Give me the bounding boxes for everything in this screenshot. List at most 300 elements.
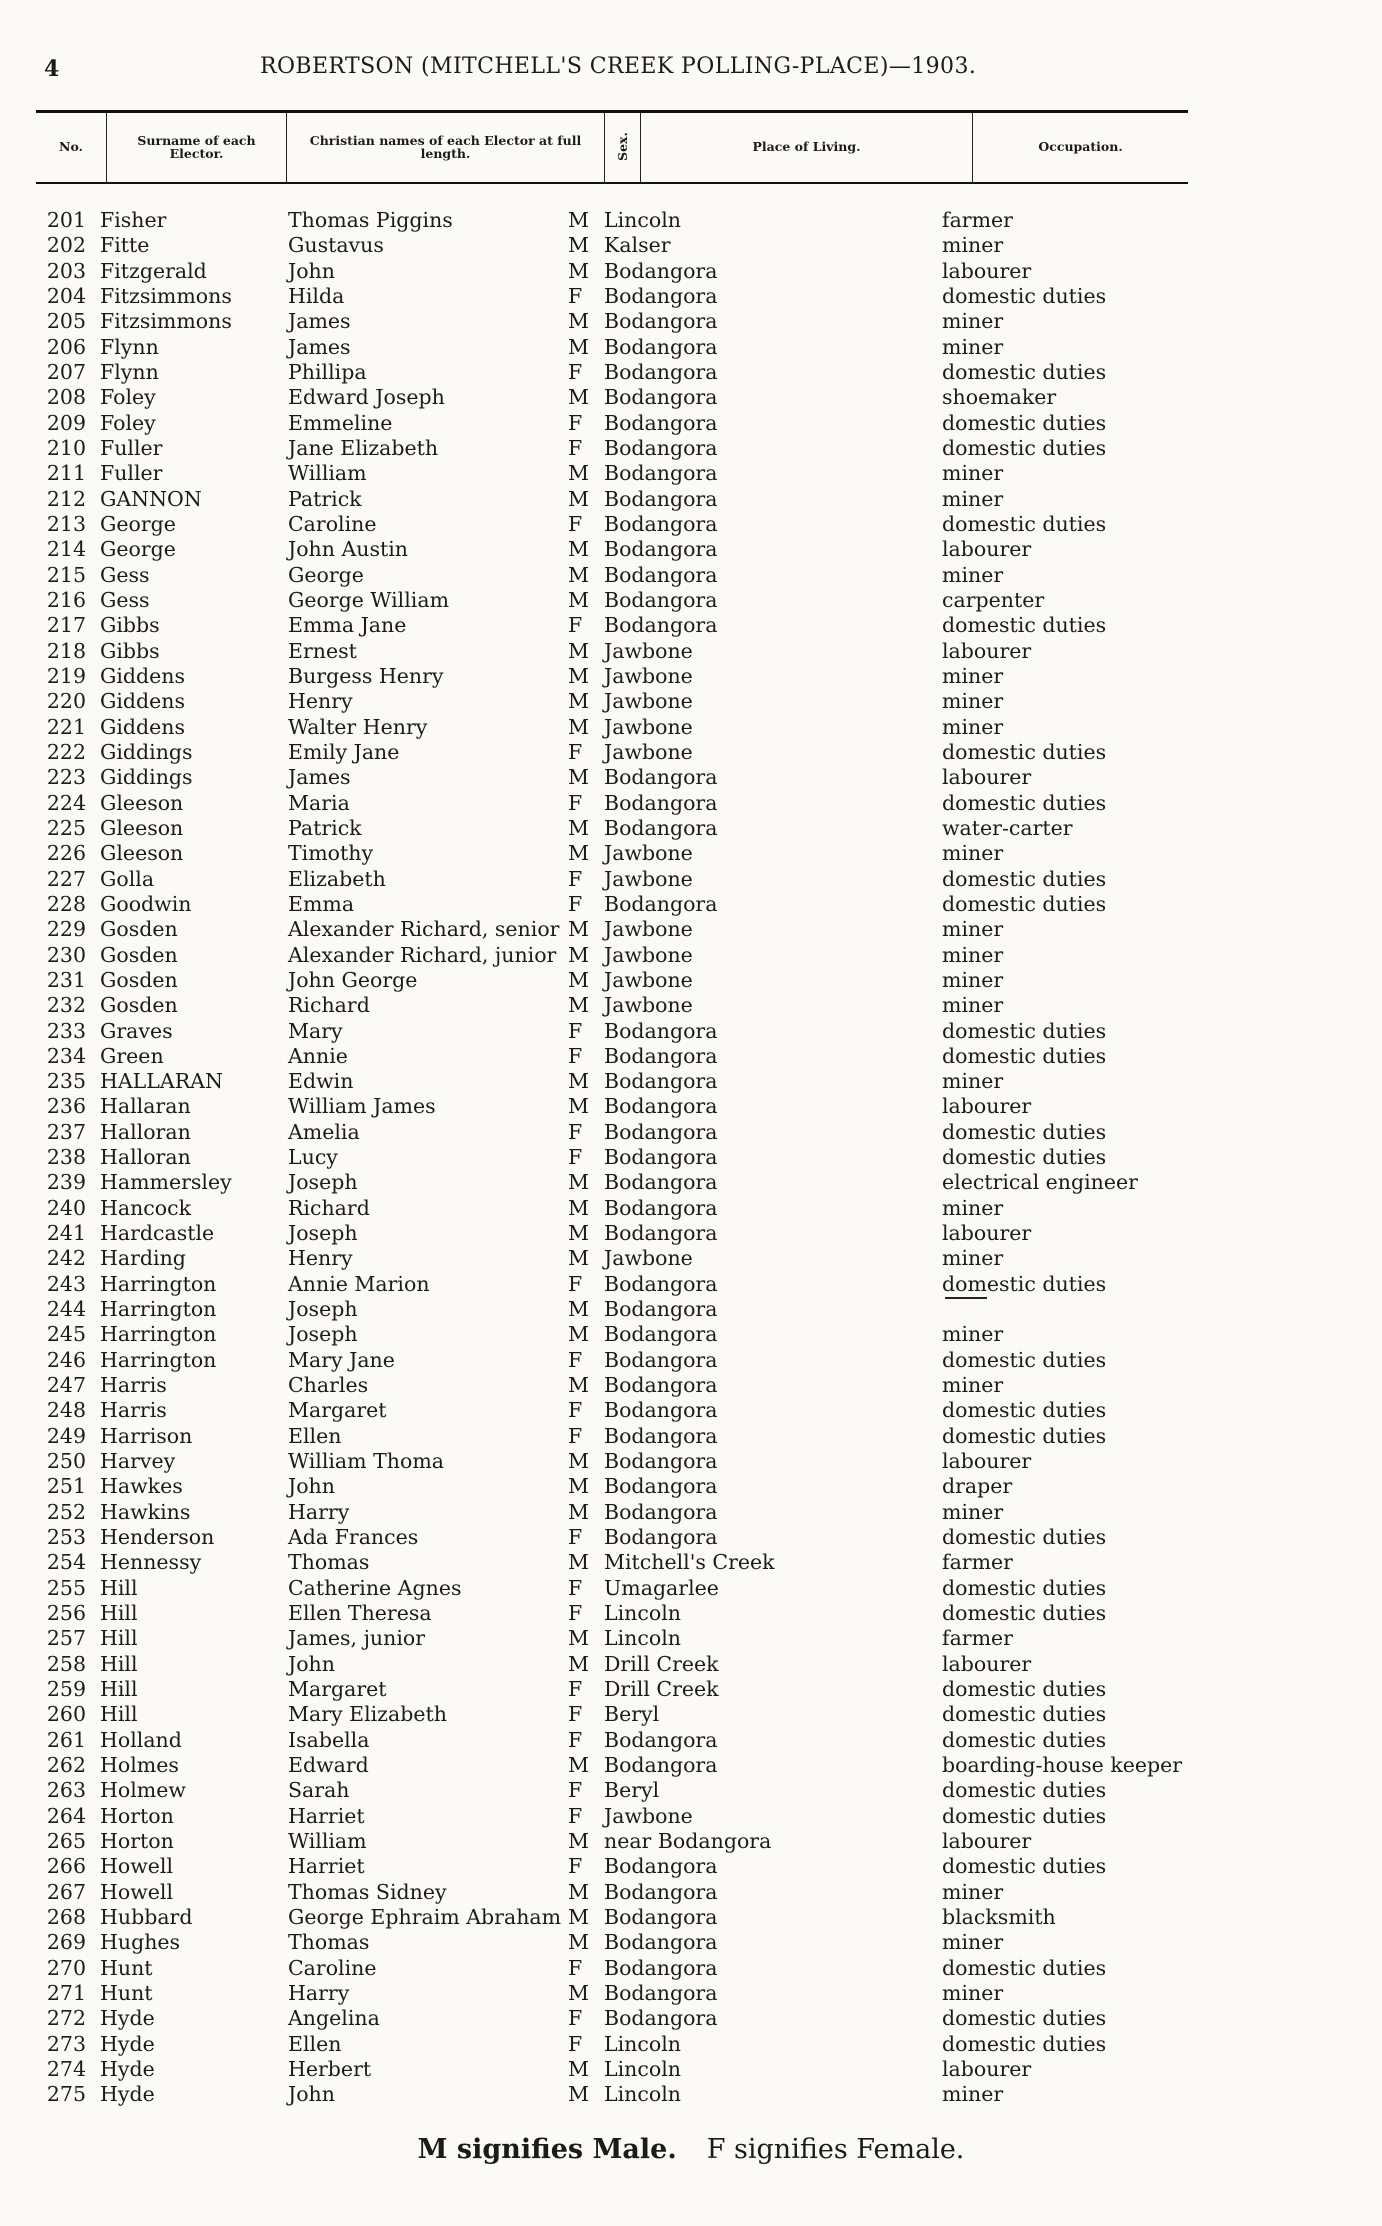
elector-sex: F [568, 1525, 583, 1550]
table-row [0, 2082, 1382, 2107]
elector-christian-names: Ellen Theresa [288, 1601, 432, 1626]
elector-sex: F [568, 891, 583, 916]
elector-sex: F [568, 1423, 583, 1448]
table-row [0, 208, 1382, 233]
elector-occupation: domestic duties [942, 1601, 1107, 1626]
elector-surname: Fitzgerald [100, 258, 207, 283]
elector-occupation: domestic duties [942, 866, 1107, 891]
elector-surname: Hennessy [100, 1550, 202, 1575]
elector-number: 227 [46, 866, 86, 891]
elector-number: 260 [46, 1702, 86, 1727]
elector-christian-names: Joseph [288, 1322, 358, 1347]
elector-number: 242 [46, 1246, 86, 1271]
elector-number: 254 [46, 1550, 86, 1575]
elector-christian-names: Richard [288, 993, 370, 1018]
elector-surname: Hardcastle [100, 1221, 215, 1246]
elector-place: Drill Creek [604, 1677, 719, 1702]
elector-christian-names: Elizabeth [288, 866, 386, 891]
occupation-dash [945, 1297, 987, 1299]
elector-christian-names: John [288, 2082, 335, 2107]
elector-occupation: miner [942, 2082, 1004, 2107]
elector-number: 214 [46, 537, 86, 562]
elector-number: 222 [46, 739, 86, 764]
table-row [0, 385, 1382, 410]
elector-place: Bodangora [604, 1018, 718, 1043]
table-row [0, 1525, 1382, 1550]
elector-christian-names: Maria [288, 790, 350, 815]
elector-sex: F [568, 790, 583, 815]
elector-sex: M [568, 1651, 589, 1676]
elector-christian-names: James [288, 309, 351, 334]
elector-place: Mitchell's Creek [604, 1550, 775, 1575]
table-row [0, 335, 1382, 360]
elector-place: Bodangora [604, 613, 718, 638]
elector-occupation: domestic duties [942, 1043, 1107, 1068]
elector-occupation: domestic duties [942, 1854, 1107, 1879]
elector-sex: M [568, 562, 589, 587]
elector-place: Lincoln [604, 1626, 681, 1651]
elector-number: 215 [46, 562, 86, 587]
elector-surname: Giddings [100, 765, 193, 790]
table-row [0, 1626, 1382, 1651]
elector-christian-names: John [288, 1474, 335, 1499]
elector-number: 211 [46, 461, 86, 486]
elector-place: Bodangora [604, 1145, 718, 1170]
table-row [0, 309, 1382, 334]
elector-occupation: domestic duties [942, 283, 1107, 308]
elector-sex: M [568, 1904, 589, 1929]
table-row [0, 943, 1382, 968]
elector-christian-names: Sarah [288, 1778, 350, 1803]
elector-number: 225 [46, 815, 86, 840]
elector-occupation: domestic duties [942, 410, 1107, 435]
elector-christian-names: Charles [288, 1373, 369, 1398]
elector-surname: Henderson [100, 1525, 215, 1550]
elector-sex: M [568, 815, 589, 840]
elector-christian-names: William Thoma [288, 1449, 444, 1474]
elector-sex: M [568, 663, 589, 688]
elector-christian-names: William [288, 461, 367, 486]
elector-surname: Fitzsimmons [100, 283, 232, 308]
elector-number: 216 [46, 587, 86, 612]
elector-number: 237 [46, 1119, 86, 1144]
elector-surname: Hancock [100, 1195, 192, 1220]
elector-place: Bodangora [604, 1297, 718, 1322]
elector-occupation: miner [942, 1499, 1004, 1524]
elector-number: 241 [46, 1221, 86, 1246]
elector-occupation: miner [942, 841, 1004, 866]
elector-occupation: labourer [942, 2056, 1032, 2081]
elector-surname: Hunt [100, 1980, 153, 2005]
elector-occupation: domestic duties [942, 1677, 1107, 1702]
elector-surname: Harrington [100, 1347, 217, 1372]
elector-occupation: miner [942, 714, 1004, 739]
elector-christian-names: Henry [288, 1246, 353, 1271]
elector-christian-names: Thomas Piggins [288, 208, 453, 232]
elector-place: Bodangora [604, 258, 718, 283]
table-row [0, 1905, 1382, 1930]
elector-sex: F [568, 1398, 583, 1423]
elector-number: 217 [46, 613, 86, 638]
elector-number: 262 [46, 1753, 86, 1778]
elector-surname: George [100, 537, 176, 562]
elector-sex: F [568, 1854, 583, 1879]
elector-christian-names: Emily Jane [288, 739, 400, 764]
elector-christian-names: Annie Marion [288, 1271, 430, 1296]
elector-occupation: carpenter [942, 587, 1045, 612]
elector-occupation: labourer [942, 1449, 1032, 1474]
elector-number: 268 [46, 1904, 86, 1929]
elector-number: 275 [46, 2082, 86, 2107]
table-row [0, 487, 1382, 512]
table-row [0, 867, 1382, 892]
elector-surname: Gess [100, 587, 150, 612]
table-row [0, 2032, 1382, 2057]
elector-christian-names: Alexander Richard, junior [288, 942, 557, 967]
table-row [0, 1804, 1382, 1829]
elector-occupation: domestic duties [942, 1727, 1107, 1752]
elector-place: Bodangora [604, 283, 718, 308]
elector-place: Bodangora [604, 891, 718, 916]
elector-sex: M [568, 765, 589, 790]
elector-number: 261 [46, 1727, 86, 1752]
header-occupation: Occupation. [972, 112, 1188, 182]
elector-surname: Harrington [100, 1322, 217, 1347]
table-row [0, 1120, 1382, 1145]
elector-place: Lincoln [604, 2082, 681, 2107]
elector-sex: F [568, 1702, 583, 1727]
elector-christian-names: Edwin [288, 1069, 354, 1094]
elector-place: Bodangora [604, 1879, 718, 1904]
elector-place: Bodangora [604, 309, 718, 334]
elector-sex: M [568, 689, 589, 714]
elector-sex: F [568, 1727, 583, 1752]
elector-sex: M [568, 967, 589, 992]
elector-place: Bodangora [604, 1753, 718, 1778]
elector-occupation: domestic duties [942, 1119, 1107, 1144]
elector-sex: M [568, 258, 589, 283]
table-row [0, 1601, 1382, 1626]
elector-place: Bodangora [604, 562, 718, 587]
elector-sex: F [568, 2006, 583, 2031]
elector-place: Jawbone [604, 841, 693, 866]
elector-number: 251 [46, 1474, 86, 1499]
elector-number: 226 [46, 841, 86, 866]
elector-sex: M [568, 2082, 589, 2107]
elector-sex: M [568, 1753, 589, 1778]
elector-sex: M [568, 587, 589, 612]
elector-sex: F [568, 410, 583, 435]
elector-surname: Hunt [100, 1955, 153, 1980]
elector-sex: F [568, 1677, 583, 1702]
elector-christian-names: Ada Frances [288, 1525, 419, 1550]
elector-occupation: miner [942, 1322, 1004, 1347]
elector-place: Bodangora [604, 587, 718, 612]
elector-occupation: labourer [942, 638, 1032, 663]
elector-surname: Harding [100, 1246, 186, 1271]
table-row [0, 993, 1382, 1018]
elector-christian-names: Burgess Henry [288, 663, 444, 688]
elector-place: Bodangora [604, 385, 718, 410]
elector-christian-names: Harry [288, 1499, 350, 1524]
elector-sex: F [568, 1271, 583, 1296]
elector-occupation: domestic duties [942, 511, 1107, 536]
elector-christian-names: Joseph [288, 1297, 358, 1322]
elector-surname: Halloran [100, 1145, 191, 1170]
table-row [0, 1728, 1382, 1753]
table-row [0, 1930, 1382, 1955]
table-row [0, 461, 1382, 486]
elector-place: Bodangora [604, 410, 718, 435]
elector-occupation: miner [942, 309, 1004, 334]
elector-surname: Hyde [100, 2056, 155, 2081]
elector-sex: F [568, 1778, 583, 1803]
elector-surname: Giddens [100, 663, 186, 688]
elector-occupation: miner [942, 663, 1004, 688]
table-row [0, 512, 1382, 537]
elector-occupation: miner [942, 1879, 1004, 1904]
elector-number: 256 [46, 1601, 86, 1626]
elector-number: 201 [46, 208, 86, 232]
elector-place: Bodangora [604, 1449, 718, 1474]
elector-place: Jawbone [604, 993, 693, 1018]
elector-sex: M [568, 1322, 589, 1347]
elector-place: Bodangora [604, 511, 718, 536]
elector-christian-names: Thomas [288, 1550, 370, 1575]
elector-christian-names: George [288, 562, 364, 587]
elector-occupation: miner [942, 917, 1004, 942]
elector-occupation: blacksmith [942, 1904, 1056, 1929]
elector-place: near Bodangora [604, 1829, 772, 1853]
elector-number: 270 [46, 1955, 86, 1980]
elector-place: Jawbone [604, 967, 693, 992]
table-row [0, 1019, 1382, 1044]
elector-christian-names: John [288, 258, 335, 283]
elector-number: 212 [46, 486, 86, 511]
elector-number: 253 [46, 1525, 86, 1550]
elector-sex: F [568, 359, 583, 384]
elector-christian-names: Lucy [288, 1145, 338, 1170]
elector-sex: F [568, 511, 583, 536]
elector-surname: Gosden [100, 942, 178, 967]
elector-occupation: domestic duties [942, 1145, 1107, 1170]
elector-number: 263 [46, 1778, 86, 1803]
elector-number: 269 [46, 1930, 86, 1955]
elector-christian-names: Herbert [288, 2056, 372, 2081]
elector-surname: Green [100, 1043, 164, 1068]
elector-place: Lincoln [604, 2056, 681, 2081]
elector-sex: M [568, 385, 589, 410]
elector-surname: Hughes [100, 1930, 181, 1955]
elector-christian-names: John Austin [288, 537, 409, 562]
elector-occupation: labourer [942, 1829, 1032, 1853]
elector-place: Bodangora [604, 435, 718, 460]
elector-surname: Flynn [100, 359, 159, 384]
elector-number: 229 [46, 917, 86, 942]
table-row [0, 2006, 1382, 2031]
elector-christian-names: Thomas Sidney [288, 1879, 447, 1904]
elector-sex: F [568, 435, 583, 460]
table-row [0, 1196, 1382, 1221]
elector-number: 259 [46, 1677, 86, 1702]
elector-occupation: domestic duties [942, 790, 1107, 815]
elector-christian-names: Patrick [288, 486, 362, 511]
elector-occupation: domestic duties [942, 1803, 1107, 1828]
header-no: No. [59, 139, 83, 155]
elector-surname: Foley [100, 385, 156, 410]
elector-place: Kalser [604, 233, 671, 258]
elector-sex: M [568, 1069, 589, 1094]
elector-occupation: domestic duties [942, 891, 1107, 916]
elector-place: Bodangora [604, 1373, 718, 1398]
elector-number: 273 [46, 2031, 86, 2056]
elector-christian-names: Margaret [288, 1398, 387, 1423]
elector-occupation: miner [942, 461, 1004, 486]
table-row [0, 715, 1382, 740]
elector-sex: M [568, 1297, 589, 1322]
elector-place: Umagarlee [604, 1575, 719, 1600]
elector-surname: Hill [100, 1601, 138, 1626]
elector-surname: Gleeson [100, 815, 184, 840]
elector-number: 258 [46, 1651, 86, 1676]
elector-surname: Giddens [100, 689, 186, 714]
elector-christian-names: Emma Jane [288, 613, 407, 638]
elector-surname: Hill [100, 1677, 138, 1702]
table-row [0, 1170, 1382, 1195]
elector-sex: M [568, 1474, 589, 1499]
elector-place: Bodangora [604, 1195, 718, 1220]
elector-christian-names: Isabella [288, 1727, 370, 1752]
elector-place: Bodangora [604, 1727, 718, 1752]
elector-sex: M [568, 1094, 589, 1119]
elector-surname: Holland [100, 1727, 182, 1752]
table-row [0, 1449, 1382, 1474]
elector-surname: Gleeson [100, 841, 184, 866]
table-row [0, 689, 1382, 714]
elector-christian-names: Harriet [288, 1803, 365, 1828]
elector-sex: M [568, 1829, 589, 1853]
elector-number: 239 [46, 1170, 86, 1195]
elector-place: Bodangora [604, 765, 718, 790]
elector-number: 265 [46, 1829, 86, 1853]
elector-occupation: domestic duties [942, 1575, 1107, 1600]
elector-place: Bodangora [604, 1904, 718, 1929]
elector-place: Jawbone [604, 866, 693, 891]
elector-place: Bodangora [604, 537, 718, 562]
elector-surname: Harrington [100, 1297, 217, 1322]
elector-number: 248 [46, 1398, 86, 1423]
elector-place: Jawbone [604, 1803, 693, 1828]
elector-surname: Harrington [100, 1271, 217, 1296]
elector-place: Bodangora [604, 1474, 718, 1499]
elector-number: 208 [46, 385, 86, 410]
elector-christian-names: George Ephraim Abraham [288, 1904, 562, 1929]
elector-place: Jawbone [604, 942, 693, 967]
table-row [0, 1474, 1382, 1499]
page-title: ROBERTSON (MITCHELL'S CREEK POLLING-PLACE)—1903. [260, 54, 977, 79]
elector-surname: Hill [100, 1702, 138, 1727]
elector-sex: F [568, 2031, 583, 2056]
elector-place: Jawbone [604, 739, 693, 764]
elector-place: Bodangora [604, 1322, 718, 1347]
elector-surname: Harris [100, 1398, 167, 1423]
table-row [0, 1094, 1382, 1119]
elector-sex: M [568, 461, 589, 486]
elector-number: 202 [46, 233, 86, 258]
elector-sex: M [568, 638, 589, 663]
elector-sex: F [568, 1803, 583, 1828]
elector-sex: F [568, 283, 583, 308]
header-surname: Surname of each Elector. [106, 112, 286, 182]
elector-occupation: domestic duties [942, 739, 1107, 764]
elector-sex: M [568, 1170, 589, 1195]
elector-occupation: miner [942, 1980, 1004, 2005]
elector-occupation: miner [942, 562, 1004, 587]
elector-surname: Hill [100, 1575, 138, 1600]
elector-christian-names: Patrick [288, 815, 362, 840]
elector-number: 240 [46, 1195, 86, 1220]
elector-occupation: domestic duties [942, 2031, 1107, 2056]
elector-christian-names: Phillipa [288, 359, 367, 384]
elector-occupation: miner [942, 1069, 1004, 1094]
elector-christian-names: Ernest [288, 638, 357, 663]
elector-surname: Hawkins [100, 1499, 191, 1524]
elector-christian-names: Timothy [288, 841, 374, 866]
elector-surname: Hyde [100, 2082, 155, 2107]
elector-occupation: domestic duties [942, 1347, 1107, 1372]
elector-surname: Foley [100, 410, 156, 435]
table-row [0, 436, 1382, 461]
elector-sex: M [568, 1449, 589, 1474]
table-row [0, 1322, 1382, 1347]
elector-occupation: miner [942, 689, 1004, 714]
elector-sex: M [568, 1626, 589, 1651]
elector-sex: M [568, 993, 589, 1018]
elector-occupation: domestic duties [942, 435, 1107, 460]
elector-place: Bodangora [604, 1170, 718, 1195]
elector-christian-names: George William [288, 587, 450, 612]
elector-occupation: domestic duties [942, 1018, 1107, 1043]
table-row [0, 1373, 1382, 1398]
elector-number: 223 [46, 765, 86, 790]
elector-christian-names: Ellen [288, 2031, 342, 2056]
table-row [0, 1880, 1382, 1905]
elector-occupation: domestic duties [942, 359, 1107, 384]
elector-number: 206 [46, 334, 86, 359]
elector-number: 203 [46, 258, 86, 283]
elector-surname: Holmes [100, 1753, 179, 1778]
elector-occupation: miner [942, 967, 1004, 992]
elector-number: 243 [46, 1271, 86, 1296]
elector-christian-names: Harriet [288, 1854, 365, 1879]
elector-surname: Harrison [100, 1423, 193, 1448]
table-row [0, 968, 1382, 993]
legend-female: F signifies Female. [706, 2134, 965, 2165]
table-row [0, 1297, 1382, 1322]
elector-place: Bodangora [604, 1094, 718, 1119]
elector-place: Jawbone [604, 1246, 693, 1271]
table-row [0, 1398, 1382, 1423]
elector-number: 232 [46, 993, 86, 1018]
elector-christian-names: Mary Jane [288, 1347, 395, 1372]
elector-place: Bodangora [604, 1119, 718, 1144]
elector-occupation: miner [942, 1246, 1004, 1271]
elector-occupation: domestic duties [942, 1955, 1107, 1980]
elector-number: 233 [46, 1018, 86, 1043]
elector-place: Lincoln [604, 2031, 681, 2056]
elector-occupation: water-carter [942, 815, 1073, 840]
elector-number: 272 [46, 2006, 86, 2031]
